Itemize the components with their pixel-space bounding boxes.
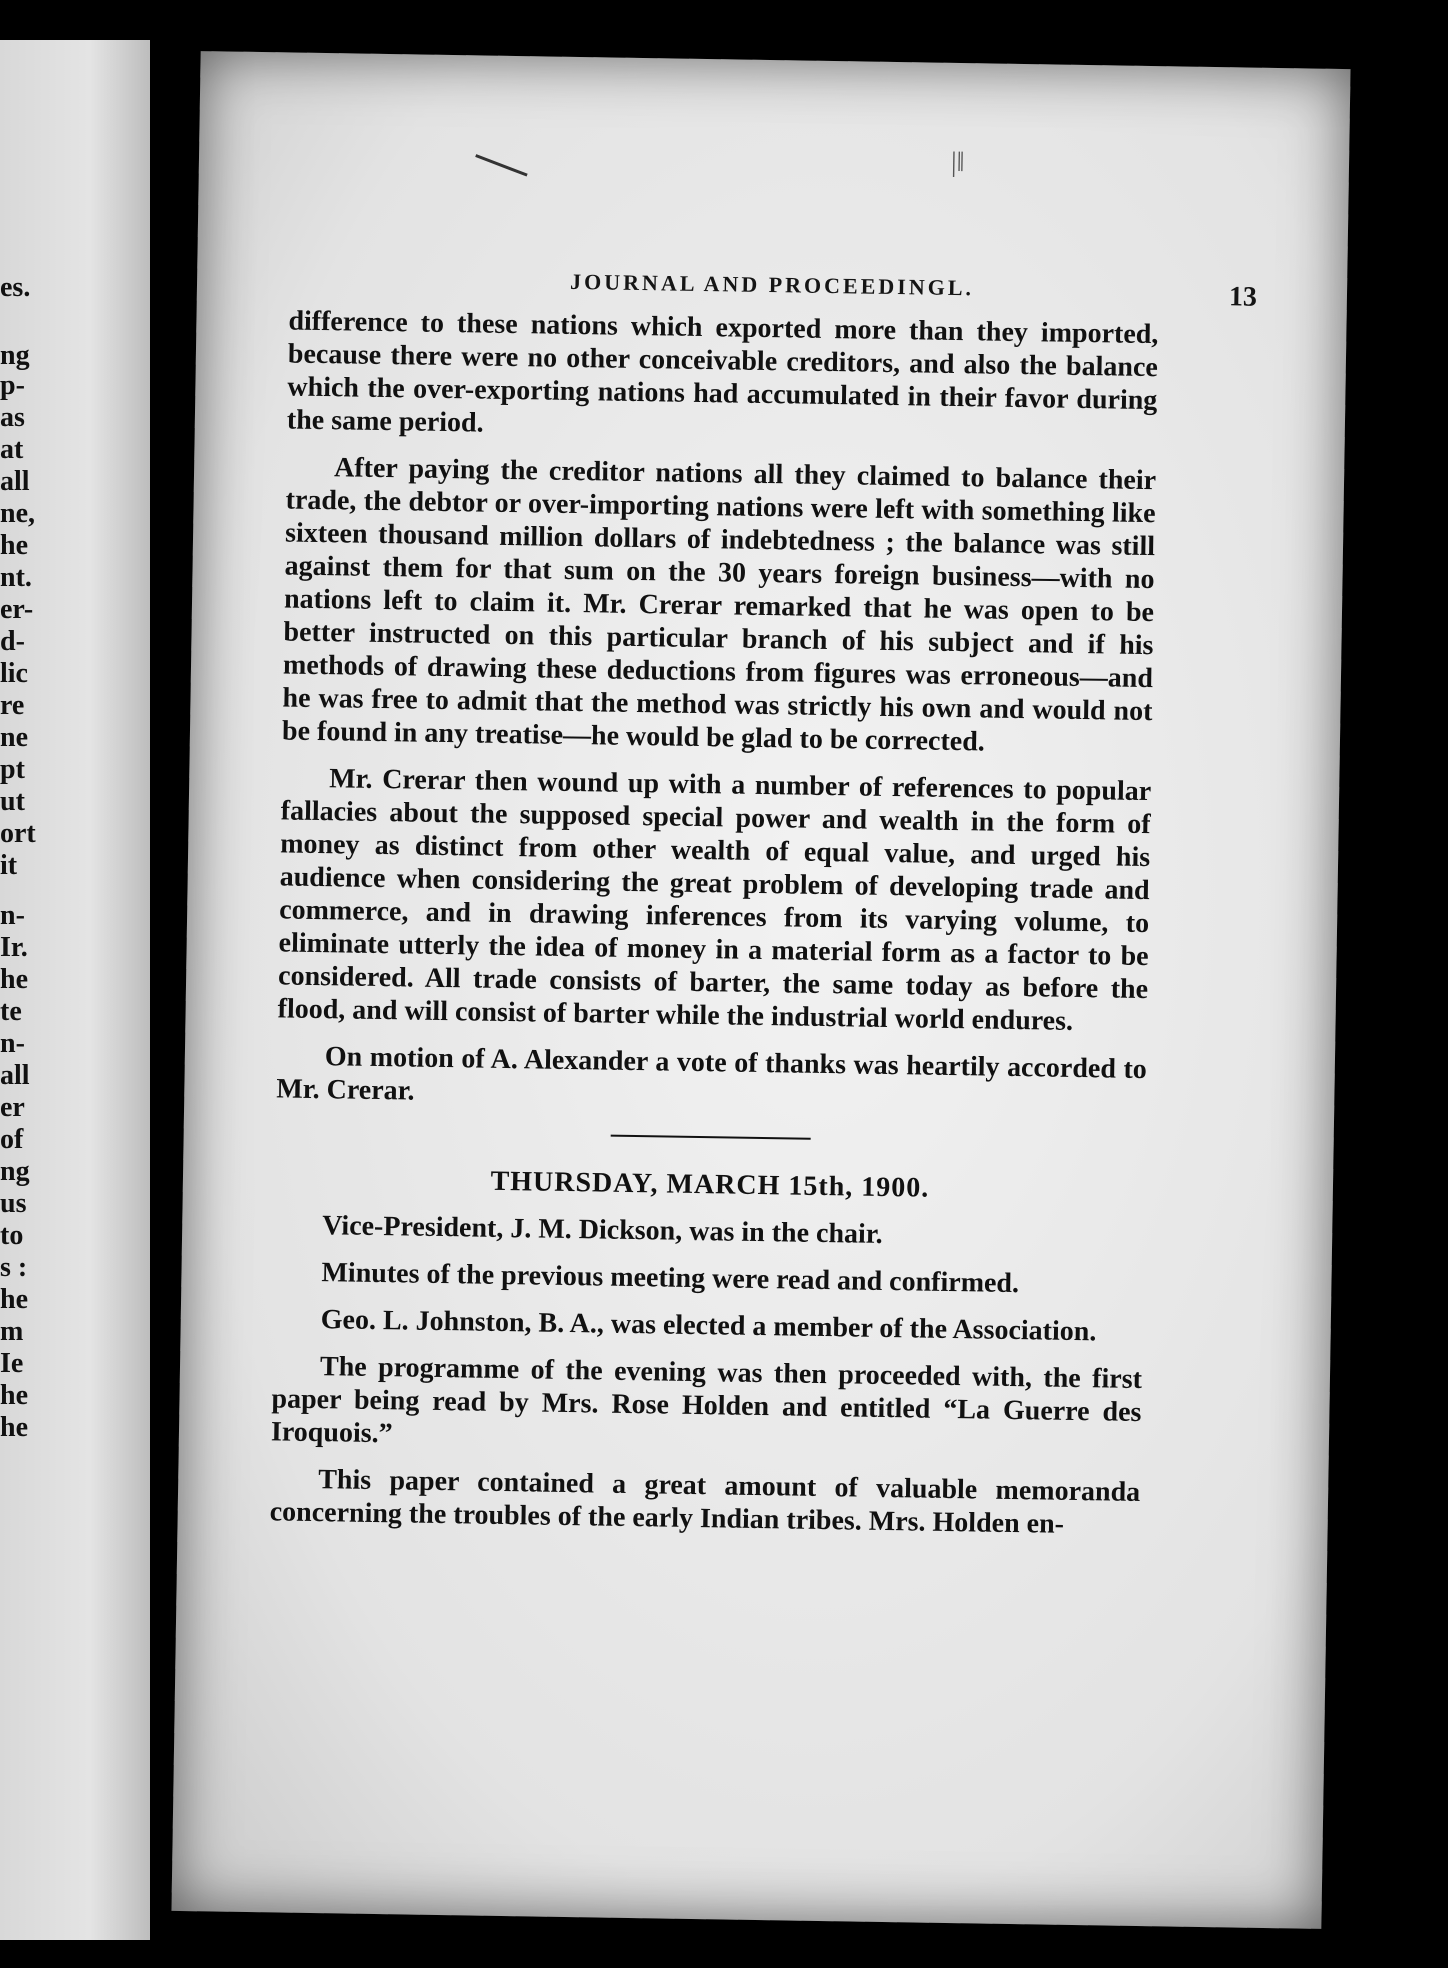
paragraph: On motion of A. Alexander a vote of thanks was heartily accorded to Mr. Crerar.: [276, 1041, 1148, 1107]
book-page: [171, 51, 1350, 1929]
paragraph: After paying the creditor nations all they claimed to balance their trade, the debtor or over-importing nations were left with something like sixteen thousand million dollars of indebtedness ; the balance was still against them for that sum on the 30 years foreign business—with no nations left to claim it. Mr. Crerar remarked that he was open to be better instructed on this particular branch of his subject and if his methods of drawing these deductions from figures was erroneous—and he was free to admit that the method was strictly his own and would not be found in any treatise—he would be glad to be corrected.: [281, 452, 1157, 758]
section-heading: THURSDAY, MARCH 15th, 1900.: [490, 1165, 930, 1204]
facing-page-text-fragment: pt: [0, 754, 25, 785]
facing-page-text-fragment: m: [0, 1316, 24, 1347]
facing-page-text-fragment: ut: [0, 786, 25, 817]
facing-page-text-fragment: ne: [0, 722, 28, 753]
facing-page-text-fragment: ng: [0, 1156, 30, 1187]
facing-page-text-fragment: Ie: [0, 1348, 24, 1379]
facing-page-text-fragment: he: [0, 964, 28, 995]
paragraph: Mr. Crerar then wound up with a number of references to popular fallacies about the supposed special power and wealth in the form of money as distinct from other wealth of equal value, and urged his audience when considering the great problem of developing trade and commerce, and in drawing inferences from its varying volume, to eliminate utterly the idea of money in a material form as a factor to be considered. All trade consists of barter, the same today as before the flood, and will consist of barter while the industrial world endures.: [277, 763, 1152, 1037]
stray-pen-mark: [475, 154, 527, 176]
facing-page-text-fragment: p-: [0, 370, 25, 401]
facing-page-text-fragment: n-: [0, 900, 25, 931]
paragraph: This paper contained a great amount of valuable memoranda concerning the troubles of the early Indian tribes. Mrs. Holden en-: [269, 1464, 1141, 1540]
page-number: 13: [1228, 281, 1258, 313]
facing-page-text-fragment: er: [0, 1092, 25, 1123]
facing-page-text-fragment: he: [0, 1284, 28, 1315]
facing-page-text-fragment: lic: [0, 658, 28, 689]
facing-page-text-fragment: it: [0, 850, 18, 881]
body-text: [269, 304, 1158, 1556]
facing-page-text-fragment: of: [0, 1124, 24, 1155]
facing-page-text-fragment: all: [0, 466, 30, 497]
facing-page-text-fragment: he: [0, 1380, 28, 1411]
facing-page-text-fragment: he: [0, 530, 28, 561]
facing-page-text-fragment: er-: [0, 594, 34, 625]
facing-page-text-fragment: ort: [0, 818, 36, 849]
facing-page-text-fragment: nt.: [0, 562, 32, 593]
stray-marks: |‖: [950, 146, 965, 179]
paragraph: The programme of the evening was then proceeded with, the first paper being read by Mrs. Rose Holden and entitled “La Guerre des Iroquois.”: [270, 1351, 1143, 1450]
facing-page-text-fragment: to: [0, 1220, 24, 1251]
facing-page-text-fragment: d-: [0, 626, 25, 657]
paragraph: Geo. L. Johnston, B. A., was elected a member of the Association.: [320, 1304, 1097, 1348]
facing-page-text-fragment: ne,: [0, 498, 35, 529]
facing-page-text-fragment: as: [0, 402, 25, 433]
facing-page-text-fragment: he: [0, 1412, 28, 1443]
paragraph: difference to these nations which exported more than they imported, because there were no other conceivable creditors, and also the balance which the over-exporting nations had accumulated in their favor during the same period.: [286, 305, 1159, 439]
section-divider: [611, 1135, 811, 1140]
facing-page-text-fragment: Ir.: [0, 932, 28, 963]
facing-page-text-fragment: re: [0, 690, 25, 721]
facing-page-text-fragment: s :: [0, 1252, 28, 1283]
running-head: JOURNAL AND PROCEEDINGL.: [569, 268, 975, 301]
facing-page-text-fragment: all: [0, 1060, 30, 1091]
facing-page-text-fragment: us: [0, 1188, 27, 1219]
facing-page-fragment: [0, 40, 150, 1940]
facing-page-text-fragment: n-: [0, 1028, 25, 1059]
facing-page-text-fragment: es.: [0, 272, 31, 303]
facing-page-text-fragment: at: [0, 434, 24, 465]
facing-page-text-fragment: te: [0, 996, 22, 1027]
paragraph: Minutes of the previous meeting were read and confirmed.: [321, 1257, 1020, 1300]
paragraph: Vice-President, J. M. Dickson, was in the chair.: [322, 1210, 883, 1250]
facing-page-text-fragment: ng: [0, 340, 30, 371]
